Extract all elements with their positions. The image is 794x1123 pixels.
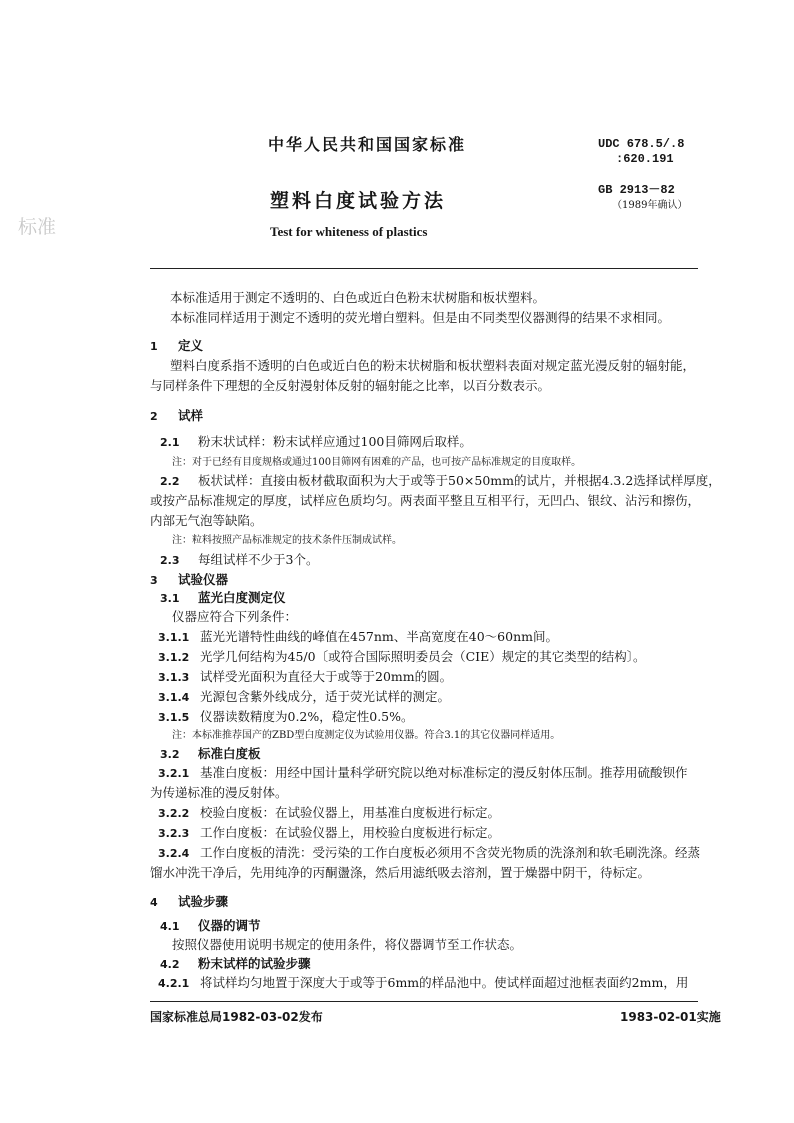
gb-confirm-note: （1989年确认） [612, 200, 688, 211]
clause-number: 3.1.5 [158, 711, 190, 724]
section-title: 试验仪器 [178, 572, 229, 587]
clause-3-1-intro: 仪器应符合下列条件： [172, 609, 298, 624]
intro-paragraph-2: 本标准同样适用于测定不透明的荧光增白塑料。但是由不同类型仪器测得的结果不求相同。 [170, 310, 671, 325]
clause-3-1-5 [158, 709, 414, 726]
clause-3-1-heading [160, 590, 286, 607]
issued-by: 国家标准总局1982-03-02发布 [150, 1010, 323, 1024]
gb-code: GB 2913－82 [598, 183, 675, 197]
clause-3-2-3 [158, 825, 500, 842]
section-1-text-line-2: 与同样条件下理想的全反射漫射体反射的辐射能之比率，以百分数表示。 [150, 378, 551, 393]
udc-line-2: :620.191 [616, 152, 674, 166]
clause-3-1-1 [158, 629, 558, 646]
clause-text: 试样受光面积为直径大于或等于20mm的圆。 [200, 669, 453, 684]
clause-4-1-text: 按照仪器使用说明书规定的使用条件，将仪器调节至工作状态。 [172, 937, 523, 952]
clause-number: 3.2.4 [158, 847, 190, 860]
clause-title: 仪器的调节 [198, 918, 261, 933]
clause-text: 每组试样不少于3个。 [198, 552, 319, 567]
clause-2-1-note: 注：对于已经有目度规格或通过100目筛网有困难的产品，也可按产品标准规定的目度取样。 [172, 457, 582, 468]
section-title: 试样 [178, 408, 204, 423]
footer-divider [150, 1001, 698, 1002]
clause-2-1 [160, 434, 472, 451]
clause-number: 3.2.2 [158, 807, 190, 820]
clause-number: 4.1 [160, 920, 180, 933]
section-2-heading [150, 408, 203, 425]
clause-number: 3.1.4 [158, 691, 190, 704]
clause-3-2-2 [158, 805, 500, 822]
clause-text: 工作白度板：在试验仪器上，用校验白度板进行标定。 [200, 825, 501, 840]
clause-4-2-1 [158, 975, 688, 992]
clause-3-2-4-line-2: 馏水冲洗干净后，先用纯净的丙酮盪涤，然后用滤纸吸去溶剂，置于燥器中阴干，待标定。 [150, 865, 651, 880]
clause-4-2-heading [160, 956, 311, 973]
clause-number: 3.2 [160, 748, 180, 761]
section-number: 2 [150, 410, 158, 423]
clause-number: 2.2 [160, 475, 180, 488]
clause-number: 4.2.1 [158, 977, 190, 990]
clause-text: 工作白度板的清洗：受污染的工作白度板必须用不含荧光物质的洗涤剂和软毛刷洗涤。经蒸 [200, 845, 701, 860]
clause-number: 3.1 [160, 592, 180, 605]
section-4-heading [150, 894, 228, 911]
udc-line-1: UDC 678.5/.8 [598, 137, 685, 151]
clause-title: 粉末试样的试验步骤 [198, 956, 311, 971]
section-3-heading [150, 572, 228, 589]
section-title: 定义 [178, 338, 204, 353]
clause-text: 基准白度板：用经中国计量科学研究院以绝对标准标定的漫反射体压制。推荐用硫酸钡作 [200, 765, 688, 780]
english-title: Test for whiteness of plastics [270, 224, 428, 239]
clause-number: 2.1 [160, 436, 180, 449]
clause-title: 标准白度板 [198, 746, 261, 761]
document-title: 塑料白度试验方法 [270, 190, 447, 212]
section-number: 3 [150, 574, 158, 587]
standard-org-title: 中华人民共和国国家标准 [268, 135, 467, 154]
header-divider [150, 268, 698, 269]
clause-2-3 [160, 552, 318, 569]
clause-4-1-heading [160, 918, 261, 935]
clause-3-2-heading [160, 746, 261, 763]
clause-number: 3.2.3 [158, 827, 190, 840]
section-1-text-line-1: 塑料白度系指不透明的白色或近白色的粉末状树脂和板状塑料表面对规定蓝光漫反射的辐射能， [170, 358, 696, 373]
clause-3-1-3 [158, 669, 452, 686]
clause-text: 校验白度板：在试验仪器上，用基准白度板进行标定。 [200, 805, 501, 820]
clause-text: 粉末状试样：粉末试样应通过100目筛网后取样。 [198, 434, 472, 449]
clause-number: 2.3 [160, 554, 180, 567]
section-number: 1 [150, 340, 158, 353]
section-number: 4 [150, 896, 158, 909]
udc-code [598, 137, 684, 167]
effective-date: 1983-02-01实施 [620, 1010, 721, 1024]
section-1-heading [150, 338, 203, 355]
clause-3-1-4 [158, 689, 450, 706]
clause-2-2-note: 注：粒料按照产品标准规定的技术条件压制成试样。 [172, 535, 402, 546]
clause-number: 4.2 [160, 958, 180, 971]
side-watermark: 标准 [18, 216, 57, 238]
clause-3-2-4-line-1 [158, 845, 700, 862]
clause-2-2-line-3: 内部无气泡等缺陷。 [150, 513, 263, 528]
clause-2-2-line-2: 或按产品标准规定的厚度，试样应色质均匀。两表面平整且互相平行，无凹凸、银纹、沾污和擦伤， [150, 493, 701, 508]
clause-title: 蓝光白度测定仪 [198, 590, 286, 605]
clause-number: 3.1.2 [158, 651, 190, 664]
clause-text: 仪器读数精度为0.2%，稳定性0.5%。 [200, 709, 414, 724]
clause-text: 板状试样：直接由板材截取面积为大于或等于50×50mm的试片，并根据4.3.2选择试样厚度， [198, 473, 721, 488]
clause-number: 3.1.3 [158, 671, 190, 684]
clause-3-1-2 [158, 649, 645, 666]
clause-2-2-line-1 [160, 473, 721, 490]
clause-text: 光学几何结构为45/0〔或符合国际照明委员会（CIE）规定的其它类型的结构〕。 [200, 649, 646, 664]
clause-text: 光源包含紫外线成分，适于荧光试样的测定。 [200, 689, 451, 704]
clause-text: 蓝光光谱特性曲线的峰值在457nm、半高宽度在40～60nm间。 [200, 629, 558, 644]
clause-3-2-1-line-1 [158, 765, 688, 782]
clause-3-1-note: 注：本标准推荐国产的ZBD型白度测定仪为试验用仪器。符合3.1的其它仪器同样适用。 [172, 730, 561, 741]
clause-number: 3.1.1 [158, 631, 190, 644]
clause-3-2-1-line-2: 为传递标准的漫反射体。 [150, 785, 288, 800]
clause-number: 3.2.1 [158, 767, 190, 780]
clause-text: 将试样均匀地置于深度大于或等于6mm的样品池中。使试样面超过池框表面约2mm，用 [200, 975, 689, 990]
section-title: 试验步骤 [178, 894, 229, 909]
intro-paragraph-1: 本标准适用于测定不透明的、白色或近白色粉末状树脂和板状塑料。 [170, 290, 546, 305]
